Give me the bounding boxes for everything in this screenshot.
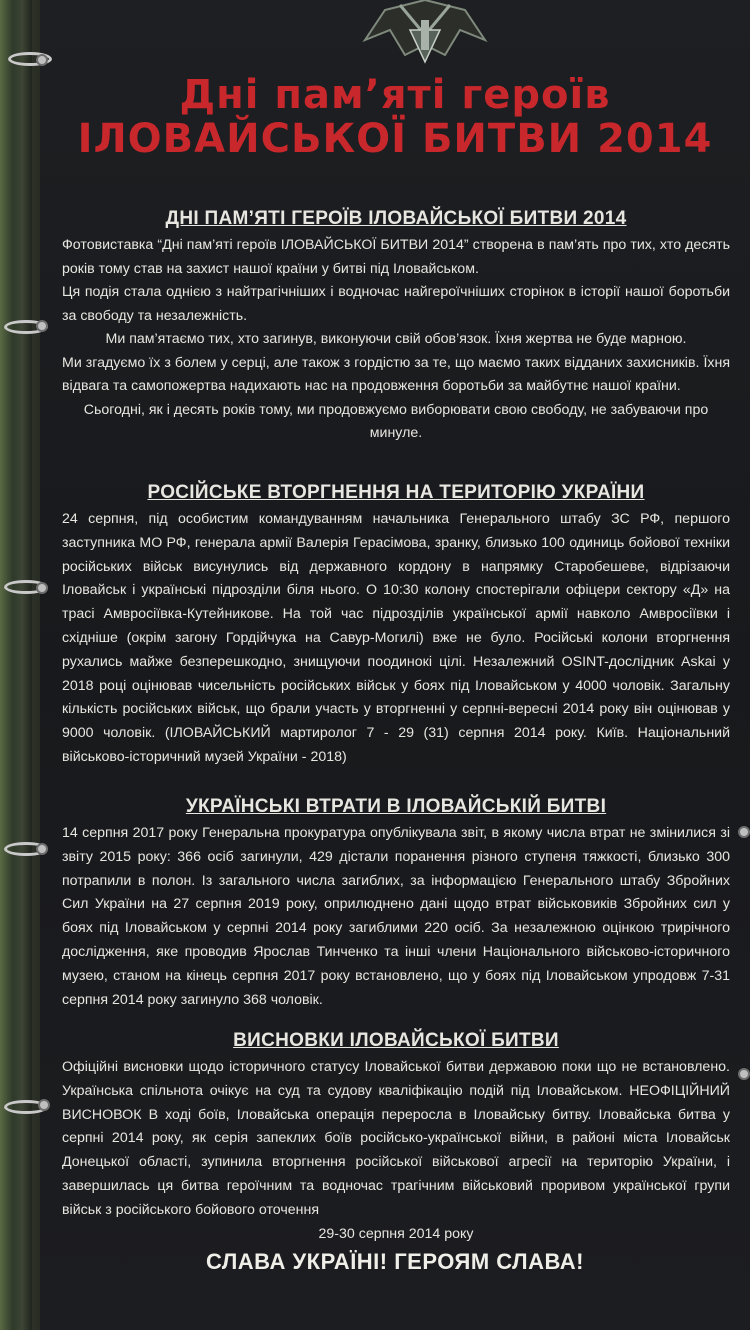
section-memory [62,208,730,446]
grommet [738,1068,750,1080]
section-heading: РОСІЙСЬКЕ ВТОРГНЕННЯ НА ТЕРИТОРІЮ УКРАЇНИ [147,482,645,503]
grommet [738,826,750,838]
section-conclusions [62,1030,730,1246]
grommet [38,1099,50,1111]
paragraph: Офіційні висновки щодо історичного статусу Іловайської битви державою поки що не встановлено. Українська спільнота очікує на суд та судову кваліфікацію подій під Іловайськом. НЕОФІЦІЙНИЙ ВИСНОВОК В ході боїв, Іловайська операція переросла в Іловайську битву. Іловайська битва у серпні 2014 року, як серія запеклих боїв російсько-української війни, в районі міста Іловайськ Донецької області, зупинила вторгнення російської військової агресії на територію України, і завершилась ця битва героїчним та водночас трагічним військовий проривом української групи військ з російського бойового оточення [62,1059,730,1218]
section-heading: ВИСНОВКИ ІЛОВАЙСЬКОЇ БИТВИ [233,1030,559,1051]
paragraph: 14 серпня 2017 року Генеральна прокуратура опублікувала звіт, в якому числа втрат не змінилися зі звіту 2015 року: 366 осіб загинули, 429 дістали поранення різного ступеня тяжкості, близько 300 потрапили в полон. Із загального числа загиблих, за інформацією Генерального штабу Збройних Сил України на 27 серпня 2019 року, оприлюднено дані щодо втрат військовиків Збройних сил у боях під Іловайськом у серпні 2014 року загиблими 220 осіб. За незалежною оцінкою трирічного дослідження, яке проводив Ярослав Тинченко та інші члени Національного військово-історичного музею, станом на кінець серпня 2017 року встановлено, що у боях під Іловайськом упродовж 7-31 серпня 2014 року загинуло 368 чоловік. [62,825,730,1008]
closing-slogan: СЛАВА УКРАЇНІ! ГЕРОЯМ СЛАВА! [206,1249,584,1274]
section-heading: УКРАЇНСЬКІ ВТРАТИ В ІЛОВАЙСЬКІЙ БИТВІ [185,796,607,817]
grommet [36,843,48,855]
paragraph: Ми пам’ятаємо тих, хто загинув, виконуючи свій обов’язок. Їхня жертва не буде марною. [105,331,687,347]
banner-title-line2: ІЛОВАЙСЬКОЇ БИТВИ 2014 [77,116,713,162]
paragraph: Сьогодні, як і десять років тому, ми продовжуємо виборювати свою свободу, не забуваючи про минуле. [83,401,709,441]
banner-title-line1: Дні пам’яті героїв [179,72,611,118]
section-invasion [62,482,730,770]
section-losses [62,796,730,1012]
conclusion-date: 29-30 серпня 2014 року [318,1225,474,1242]
paragraph: Фотовиставка “Дні пам’яті героїв ІЛОВАЙСЬКОЇ БИТВИ 2014” створена в пам’ять про тих, хто десять років тому став на захист нашої країни у битві під Іловайськом. [62,237,730,277]
emblem-icon [345,0,505,70]
grommet [36,54,48,66]
grommet [36,320,48,332]
paragraph: Ми згадуємо їх з болем у серці, але також з гордістю за те, що маємо таких відданих захисників. Їхня відвага та самопожертва надихають нас на продовження боротьби за майбутнє нашої країни. [62,354,730,394]
banner-pole [0,0,32,1330]
paragraph: Ця подія стала однією з найтрагічніших і водночас найгероїчніших сторінок в історії нашої боротьби за свободу та незалежність. [62,284,730,324]
paragraph: 24 серпня, під особистим командуванням начальника Генерального штабу ЗС РФ, першого заступника МО РФ, генерала армії Валерія Герасімова, зранку, близько 100 одиниць бойової техніки російських військ висунулись від державного кордону в напрямку Старобешеве, відрізаючи Іловайськ і українські підрозділи біля нього. О 10:30 колону спостерігали офіцери сектору «Д» на трасі Амвросіївка-Кутейникове. На той час підрозділів української армії навколо Амвросіївки і східніше (окрім загону Гордійчука на Савур-Могилі) вже не було. Російські колони вторгнення рухались майже безперешкодно, знищуючи поодинокі цілі. Незалежний OSINT-дослідник Askai у 2018 році оцінював чисельність російських військ у боях під Іловайськом у 4000 чоловік. Загальну кількість російських військ, що брали участь у вторгненні у серпні-вересні 2014 року він оцінював у 9000 чоловік. (ІЛОВАЙСЬКИЙ мартиролог 7 - 29 (31) серпня 2014 року. Київ. Національний військово-історичний музей України - 2018) [62,511,730,765]
section-heading: ДНІ ПАМ’ЯТІ ГЕРОЇВ ІЛОВАЙСЬКОЇ БИТВИ 2014 [165,208,627,229]
grommet [36,582,48,594]
